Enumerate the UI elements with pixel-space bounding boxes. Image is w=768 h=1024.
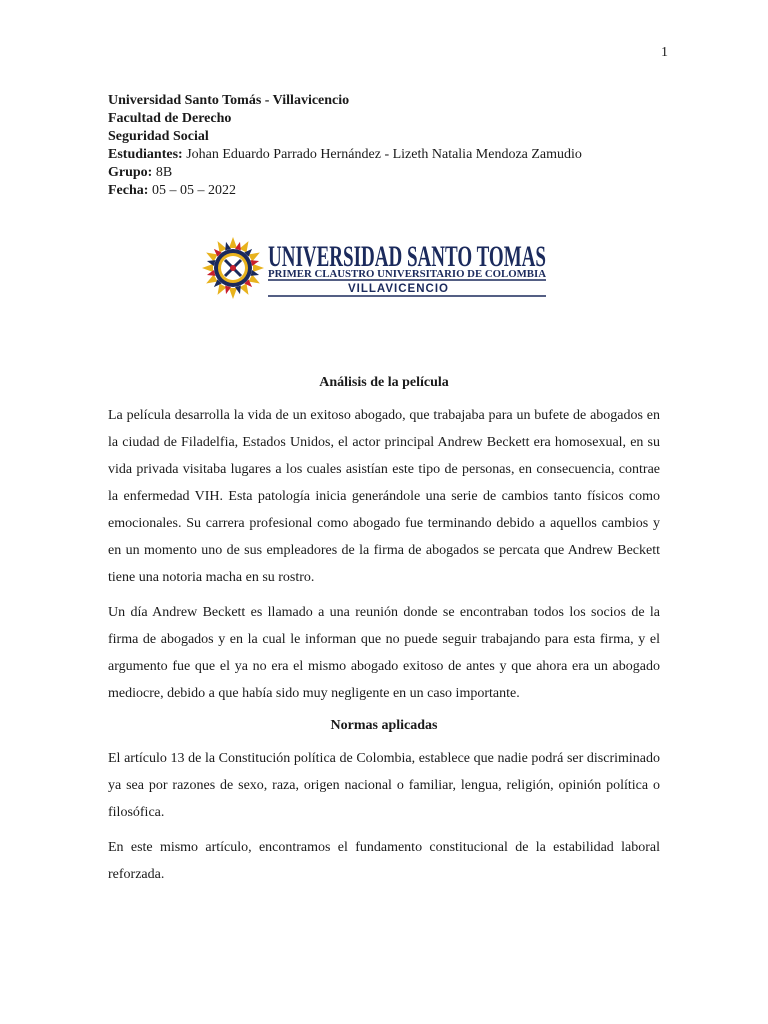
sun-emblem-icon [202, 237, 264, 299]
faculty-name: Facultad de Derecho [108, 111, 232, 126]
date-value: 05 – 05 – 2022 [151, 183, 236, 198]
logo-title: UNIVERSIDAD SANTO TOMAS [268, 240, 546, 273]
students-line [108, 146, 668, 164]
students-value: Johan Eduardo Parrado Hernández - Lizeth Natalia Mendoza Zamudio [186, 147, 582, 162]
norms-paragraph: En este mismo artículo, encontramos el fundamento constitucional de la estabilidad laboral reforzada. [108, 840, 660, 882]
university-logo-graphic [202, 235, 550, 301]
university-name: Universidad Santo Tomás - Villavicencio [108, 93, 350, 108]
analysis-paragraph: Un día Andrew Beckett es llamado a una reunión donde se encontraban todos los socios de la firma de abogados y en la cual le informan que no puede seguir trabajando para esta firma, y el argumento fue que el ya no era el mismo abogado exitoso de antes y que ahora era un abogado mediocre, debido a que había sido muy negligente en un caso importante. [108, 605, 660, 701]
date-line [108, 182, 668, 200]
document-body [108, 372, 660, 896]
date-label: Fecha: [108, 183, 149, 198]
group-line [108, 164, 668, 182]
course-name: Seguridad Social [108, 129, 209, 144]
students-label: Estudiantes: [108, 147, 183, 162]
document-header [108, 92, 668, 200]
section-title-norms: Normas aplicadas [330, 718, 438, 733]
group-value: 8B [155, 165, 173, 180]
university-logo [202, 235, 550, 301]
page-number: 1 [661, 45, 668, 60]
analysis-paragraph: La película desarrolla la vida de un exitoso abogado, que trabajaba para un bufete de abogados en la ciudad de Filadelfia, Estados Unidos, el actor principal Andrew Beckett era homosexual, en su vida privada visitaba lugares a los cuales asistían este tipo de personas, en consecuencia, contrae la enfermedad VIH. Esta patología inicia generándole una serie de cambios tanto físicos como emocionales. Su carrera profesional como abogado fue terminando debido a aquellos cambios y en un momento uno de sus empleadores de la firma de abogados se percata que Andrew Beckett tiene una notoria macha en su rostro. [108, 408, 660, 585]
section-title-analysis: Análisis de la película [319, 375, 449, 390]
norms-paragraph: El artículo 13 de la Constitución política de Colombia, establece que nadie podrá ser discriminado ya sea por razones de sexo, raza, origen nacional o familiar, lengua, religión, opinión política o filosófica. [108, 751, 660, 820]
logo-subtitle: PRIMER CLAUSTRO UNIVERSITARIO DE COLOMBIA [268, 269, 547, 280]
group-label: Grupo: [108, 165, 153, 180]
logo-campus: VILLAVICENCIO [348, 283, 449, 295]
